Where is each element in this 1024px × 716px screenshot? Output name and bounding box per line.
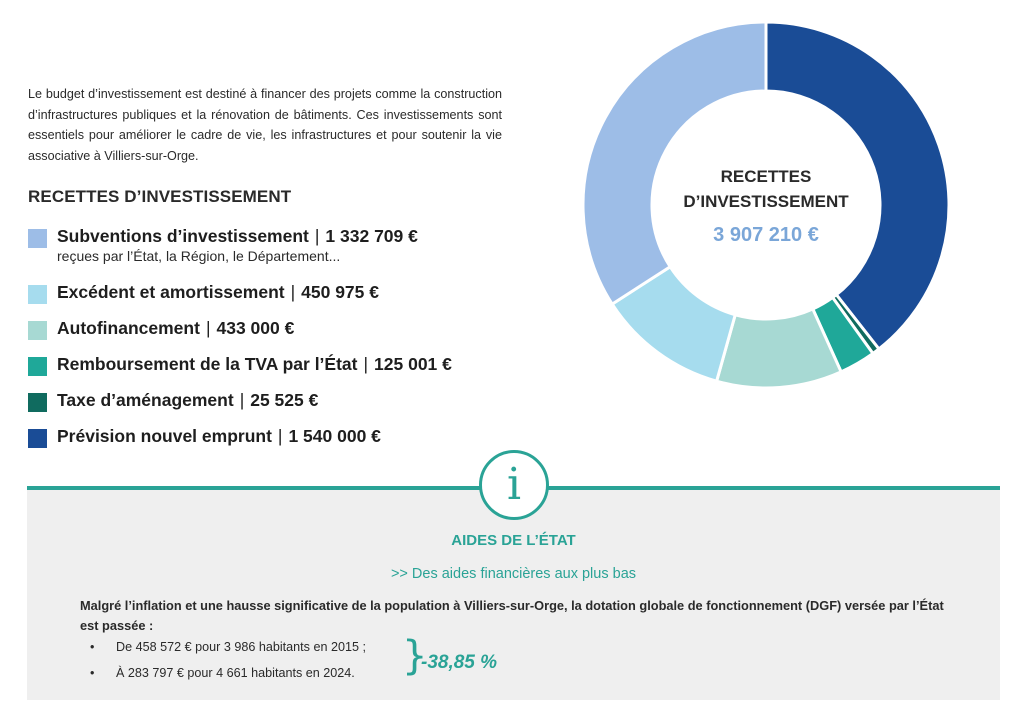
legend-separator: | [277,426,283,446]
legend-amount: 433 000 € [216,318,295,338]
legend-text [57,426,381,447]
legend-separator: | [363,354,369,374]
legend-line [57,282,379,303]
legend-amount: 125 001 € [374,354,452,374]
legend-item [28,226,418,264]
legend-line [57,226,418,247]
brace-glyph: } [402,633,428,679]
legend-item [28,282,379,304]
legend-line [57,426,381,447]
legend-text [57,354,452,375]
bullet-item-2024: • À 283 797 € pour 4 661 habitants en 2024. [90,666,355,680]
legend-item [28,426,381,448]
legend-amount: 1 540 000 € [288,426,381,446]
legend-label: Remboursement de la TVA par l’État [57,354,358,374]
donut-chart [578,12,954,398]
legend-amount: 25 525 € [250,390,319,410]
legend-swatch [28,321,47,340]
legend-swatch [28,229,47,248]
legend-label: Taxe d’aménagement [57,390,234,410]
legend-separator: | [290,282,296,302]
legend-amount: 1 332 709 € [325,226,418,246]
legend-separator: | [205,318,211,338]
aides-subtitle: >> Des aides financières aux plus bas [390,566,637,582]
legend-line [57,318,294,339]
change-percent: -38,85 % [421,652,498,673]
legend-item [28,390,318,412]
chart-center-title: RECETTES D’INVESTISSEMENT [683,167,849,211]
legend-separator: | [239,390,245,410]
legend-label: Excédent et amortissement [57,282,285,302]
legend-text [57,390,318,411]
legend-swatch [28,285,47,304]
legend-text [57,318,294,339]
bullet-text: À 283 797 € pour 4 661 habitants en 2024. [116,666,355,680]
aides-paragraph: Malgré l’inflation et une hausse significative de la population à Villiers-sur-Orge, la dotation globale de fonctionnement (DGF) versée par l’État est passée : [80,598,944,633]
legend-text [57,282,379,303]
legend-line [57,354,452,375]
info-icon-glyph: i [506,459,522,510]
legend-separator: | [314,226,320,246]
intro-paragraph: Le budget d’investissement est destiné à financer des projets comme la construction d’infrastructures publiques et la rénovation de bâtiments. Ces investissements sont essentiels pour améliorer le cadre de vie, les infrastructures et pour soutenir la vie associative à Villiers-sur-Orge. [28,87,502,163]
legend-line [57,390,318,411]
bullet-text: De 458 572 € pour 3 986 habitants en 2015 ; [116,640,366,654]
legend-subtext: reçues par l’État, la Région, le Département... [57,248,341,264]
legend-text [57,226,418,264]
legend-item [28,318,294,340]
legend-swatch [28,393,47,412]
section-title: RECETTES D’INVESTISSEMENT [28,187,292,206]
legend-label: Prévision nouvel emprunt [57,426,272,446]
legend-amount: 450 975 € [301,282,379,302]
legend-item [28,354,452,376]
aides-title: AIDES DE L’ÉTAT [451,532,576,549]
info-icon [479,450,549,520]
bullet-item-2015: • De 458 572 € pour 3 986 habitants en 2015 ; [90,640,366,654]
legend-swatch [28,429,47,448]
chart-center-total: 3 907 210 € [713,224,819,246]
legend-label: Autofinancement [57,318,200,338]
legend-swatch [28,357,47,376]
legend-label: Subventions d’investissement [57,226,309,246]
